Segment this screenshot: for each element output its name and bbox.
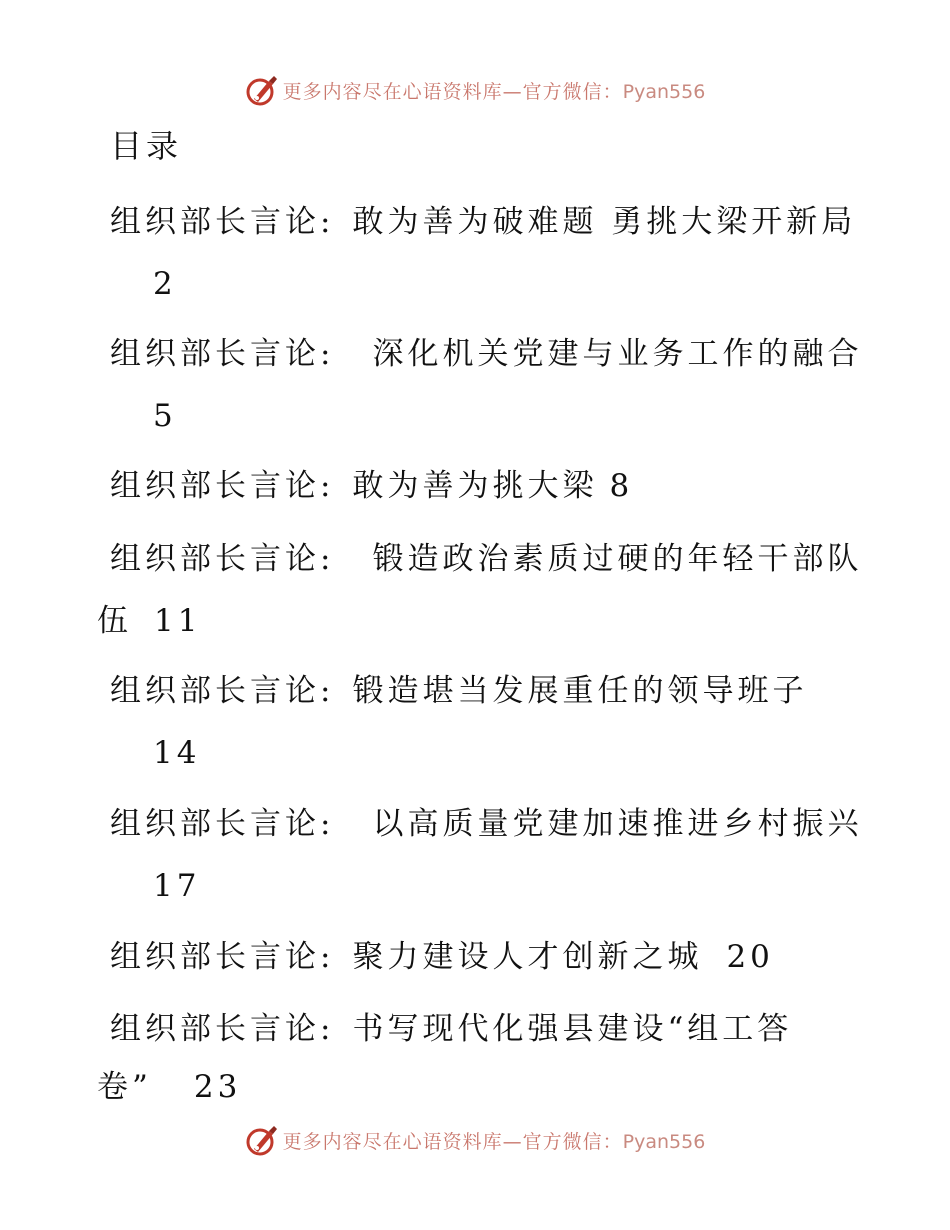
toc-entry-text bbox=[110, 667, 807, 715]
toc-entry-text bbox=[110, 1005, 792, 1053]
toc-entry-page-number: 17 bbox=[153, 868, 201, 904]
toc-entry-title: 锻造政治素质过硬的年轻干部队 bbox=[372, 541, 863, 577]
watermark-text: 更多内容尽在心语资料库—官方微信：Pyan556 bbox=[282, 80, 706, 103]
toc-entry-page-number: 8 bbox=[609, 468, 634, 504]
toc-entry-title: 锻造堪当发展重任的领导班子 bbox=[352, 673, 808, 709]
toc-entry-page-number: 5 bbox=[153, 398, 177, 434]
toc-heading: 目录 bbox=[110, 127, 183, 165]
toc-entry-title: 以高质量党建加速推进乡村振兴 bbox=[372, 806, 863, 842]
toc-entry-text bbox=[110, 933, 774, 981]
toc-entry-page bbox=[153, 392, 177, 440]
toc-entry-wrap-text: 卷” bbox=[97, 1069, 152, 1105]
toc-entry-text bbox=[110, 330, 862, 378]
toc-entry-page bbox=[153, 862, 200, 910]
toc-entry-prefix: 组织部长言论: bbox=[110, 673, 335, 709]
header-watermark bbox=[0, 70, 950, 110]
toc-entry-page bbox=[153, 260, 177, 308]
pen-logo-icon bbox=[245, 73, 279, 107]
toc-entry-text bbox=[110, 800, 862, 848]
toc-entry-text bbox=[110, 535, 862, 583]
toc-entry-page bbox=[153, 729, 200, 777]
toc-entry-title: 敢为善为挑大梁 bbox=[352, 468, 598, 504]
toc-entry-page-number: 14 bbox=[153, 735, 201, 771]
watermark-wechat-id: Pyan556 bbox=[622, 80, 706, 103]
watermark-text: 更多内容尽在心语资料库—官方微信：Pyan556 bbox=[282, 1130, 706, 1153]
toc-entry-prefix: 组织部长言论: bbox=[110, 204, 335, 240]
toc-entry-page-number: 20 bbox=[726, 939, 774, 975]
toc-entry-text bbox=[110, 198, 856, 246]
toc-entry-page bbox=[97, 1063, 241, 1111]
toc-entry-page-number: 11 bbox=[154, 603, 202, 639]
toc-entry-page bbox=[97, 597, 201, 645]
watermark-wechat-id: Pyan556 bbox=[622, 1130, 706, 1153]
toc-entry-title: 敢为善为破难题 勇挑大梁开新局 bbox=[352, 204, 857, 240]
toc-entry-page-number: 2 bbox=[153, 266, 177, 302]
toc-entry-title: 聚力建设人才创新之城 bbox=[352, 939, 703, 975]
toc-entry-prefix: 组织部长言论: bbox=[110, 806, 335, 842]
toc-entry-text bbox=[110, 462, 633, 510]
toc-entry-prefix: 组织部长言论: bbox=[110, 541, 335, 577]
toc-entry-title: 书写现代化强县建设“组工答 bbox=[352, 1011, 793, 1047]
toc-entry-prefix: 组织部长言论: bbox=[110, 468, 335, 504]
toc-entry-prefix: 组织部长言论: bbox=[110, 1011, 335, 1047]
toc-entry-wrap-text: 伍 bbox=[97, 603, 132, 639]
footer-watermark bbox=[0, 1120, 950, 1160]
toc-entry-title: 深化机关党建与业务工作的融合 bbox=[372, 336, 863, 372]
pen-logo-icon bbox=[245, 1123, 279, 1157]
toc-entry-prefix: 组织部长言论: bbox=[110, 939, 335, 975]
toc-entry-prefix: 组织部长言论: bbox=[110, 336, 335, 372]
toc-entry-page-number: 23 bbox=[193, 1069, 242, 1105]
